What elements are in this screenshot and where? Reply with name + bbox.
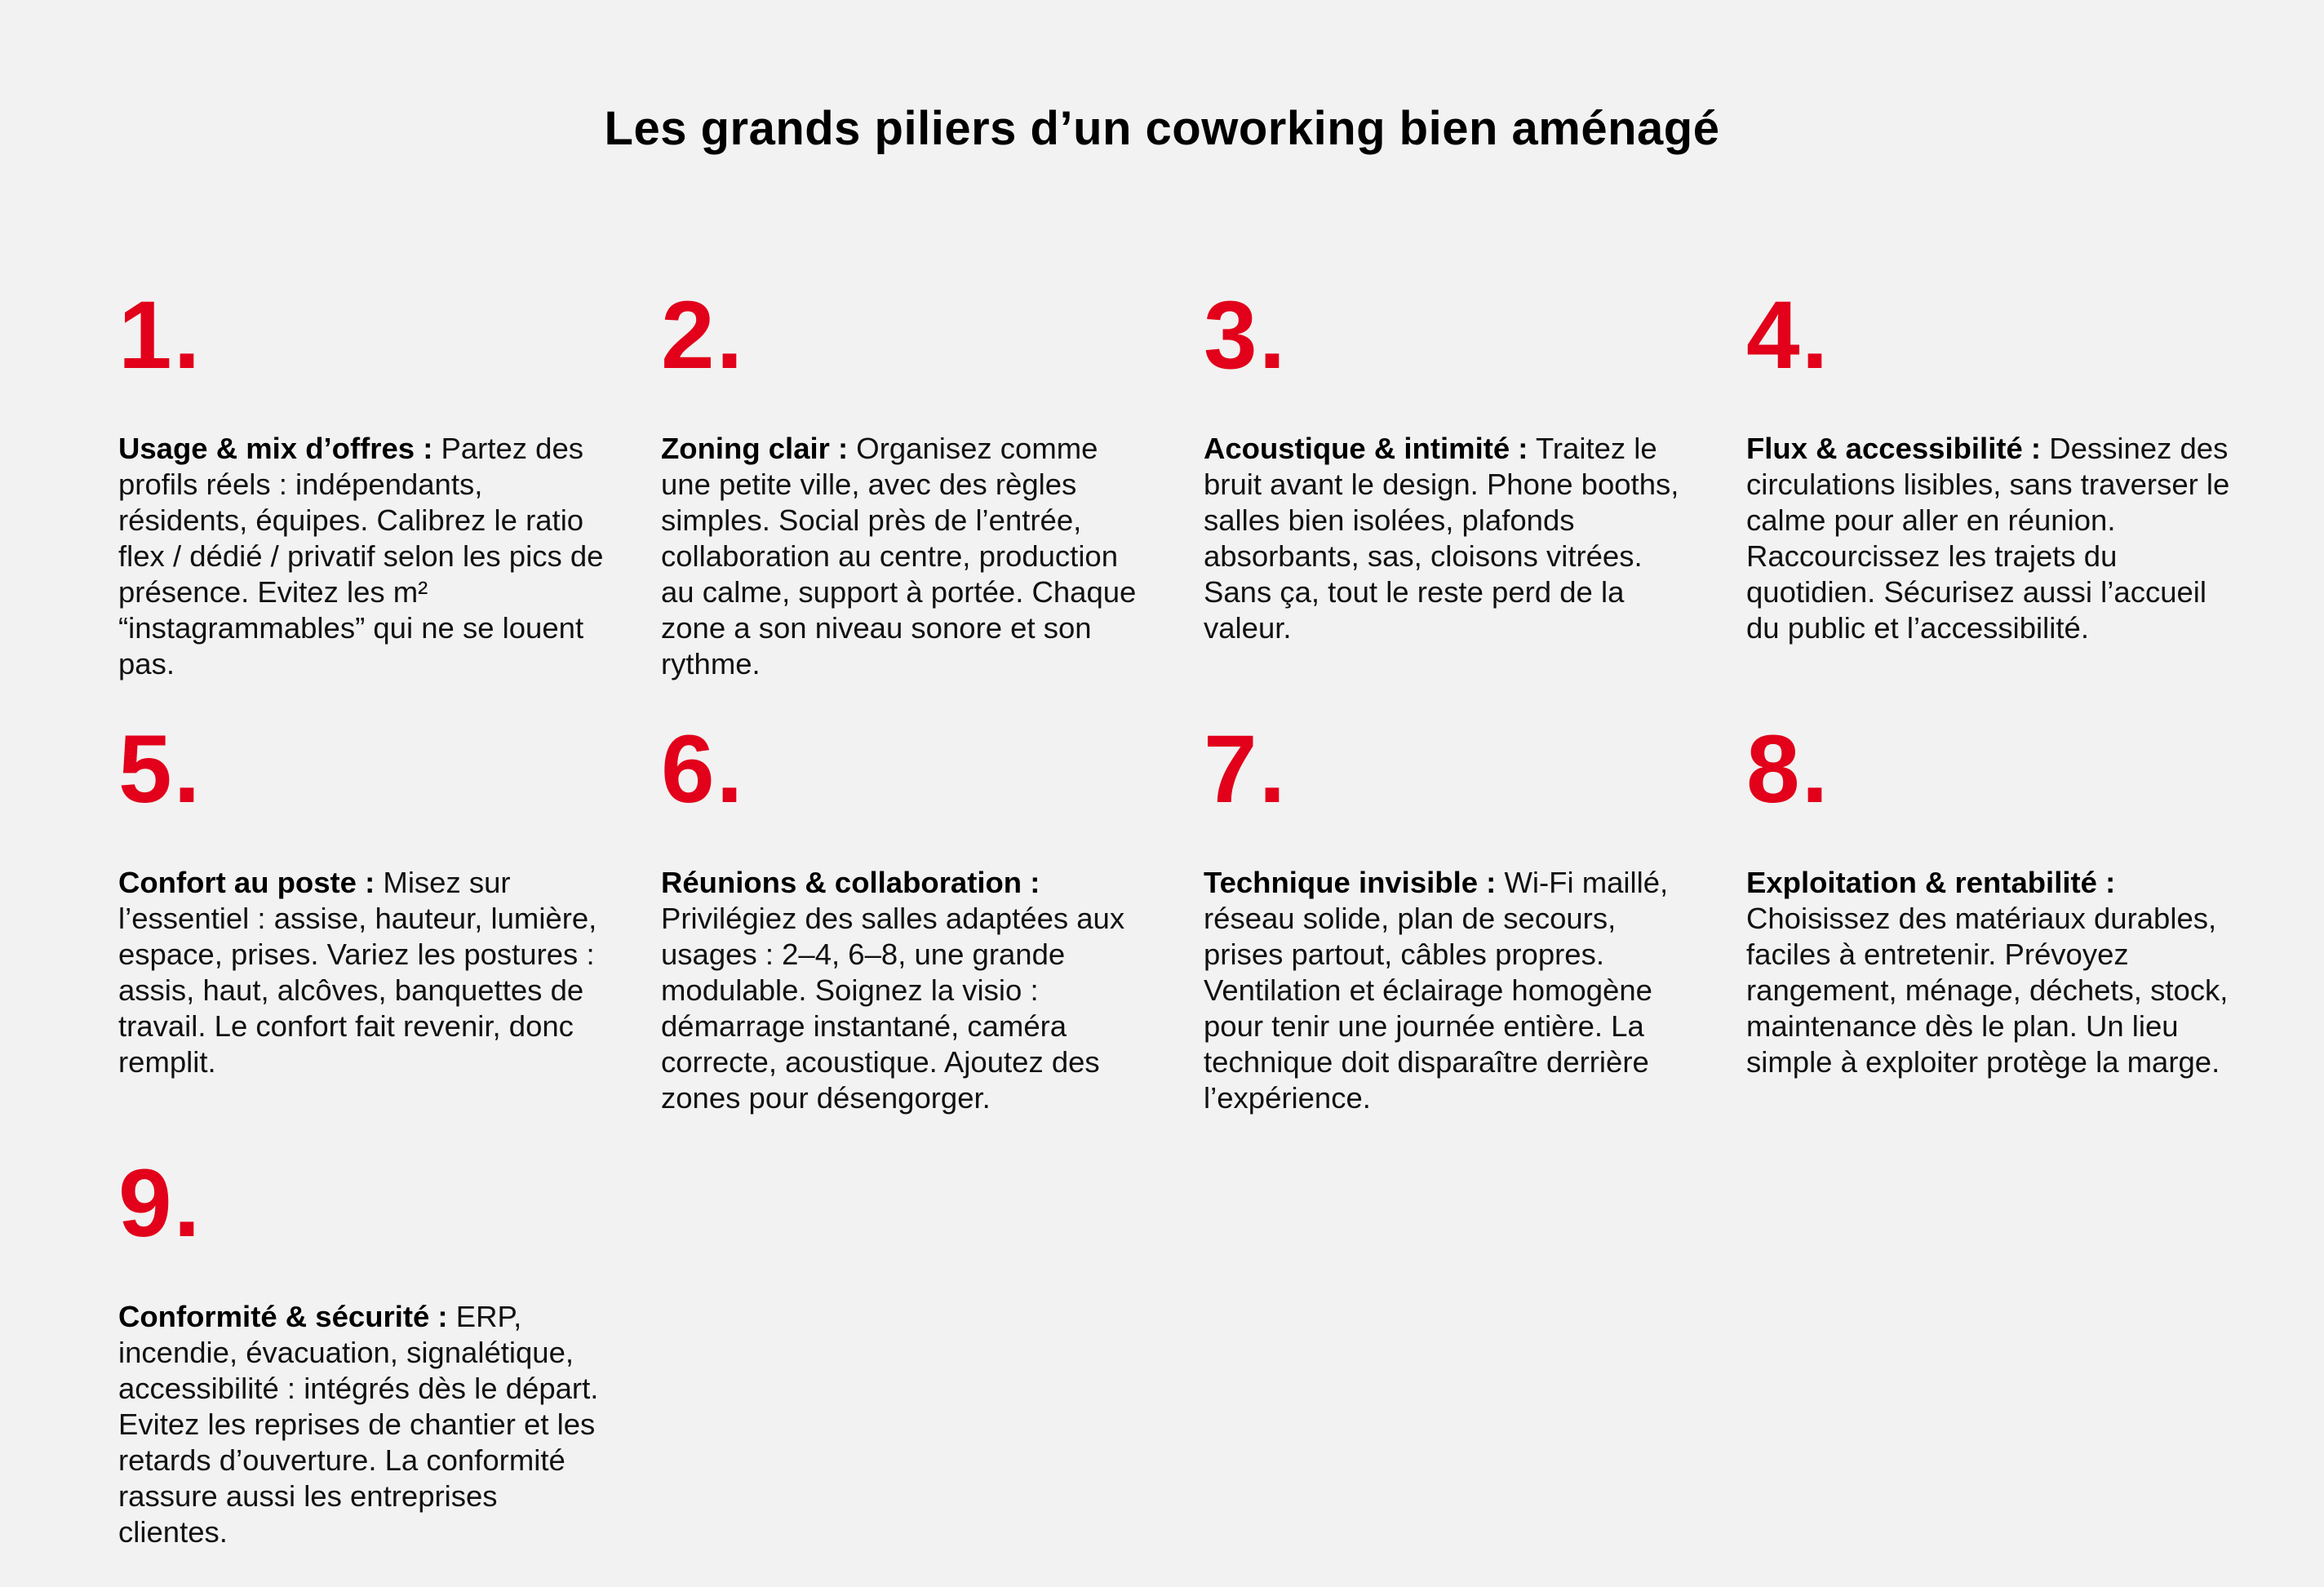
pillar-description: [118, 431, 608, 682]
pillar-heading: Zoning clair :: [661, 432, 849, 465]
pillar-heading: Confort au poste :: [118, 866, 375, 899]
pillar-body: Dessinez des circulations lisibles, sans traverser le calme pour aller en réunion. Raccourcissez les trajets du quotidien. Sécurisez aussi l’accueil du public et l’accessibilité.: [1746, 432, 2230, 645]
pillar-description: [661, 431, 1151, 682]
pillar-1: [118, 277, 608, 711]
pillar-number: 1.: [118, 281, 202, 389]
pillar-7: [1204, 711, 1693, 1146]
pillar-heading: Flux & accessibilité :: [1746, 432, 2042, 465]
pillar-body: Partez des profils réels : indépendants, résidents, équipes. Calibrez le ratio flex / dédié / privatif selon les pics de présence. Evitez les m² “instagrammables” qui ne se louent pas.: [118, 432, 604, 680]
pillar-description: [1204, 865, 1693, 1116]
pillar-heading: Conformité & sécurité :: [118, 1300, 448, 1333]
pillar-heading: Usage & mix d’offres :: [118, 432, 433, 465]
pillar-6: [661, 711, 1151, 1146]
pillar-2: [661, 277, 1151, 711]
pillar-description: [1204, 431, 1693, 646]
pillar-description: [118, 1299, 608, 1550]
pillar-heading: Exploitation & rentabilité :: [1746, 866, 2116, 899]
pillar-heading: Réunions & collaboration :: [661, 866, 1040, 899]
pillar-body: Organisez comme une petite ville, avec des règles simples. Social près de l’entrée, collaboration au centre, production au calme, support à portée. Chaque zone a son niveau sonore et son rythme.: [661, 432, 1137, 680]
pillar-9: [118, 1146, 608, 1580]
pillar-5: [118, 711, 608, 1146]
pillar-8: [1746, 711, 2236, 1146]
pillar-number: 2.: [661, 281, 745, 389]
pillar-body: Wi-Fi maillé, réseau solide, plan de secours, prises partout, câbles propres. Ventilation et éclairage homogène pour tenir une journée entière. La technique doit disparaître derrière l’expérience.: [1204, 866, 1669, 1115]
pillars-grid: [118, 277, 2236, 1580]
pillar-body: ERP, incendie, évacuation, signalétique, accessibilité : intégrés dès le départ. Evitez les reprises de chantier et les retards d’ouverture. La conformité rassure aussi les entreprises clientes.: [118, 1300, 599, 1549]
pillar-4: [1746, 277, 2236, 711]
page-title: Les grands piliers d’un coworking bien aménagé: [604, 102, 1720, 155]
pillar-description: [1746, 431, 2236, 646]
pillar-body: Traitez le bruit avant le design. Phone booths, salles bien isolées, plafonds absorbants, sas, cloisons vitrées. Sans ça, tout le reste perd de la valeur.: [1204, 432, 1679, 645]
pillar-body: Privilégiez des salles adaptées aux usages : 2–4, 6–8, une grande modulable. Soignez la visio : démarrage instantané, caméra correcte, acoustique. Ajoutez des zones pour désengorger.: [661, 902, 1125, 1115]
pillar-number: 4.: [1746, 281, 1830, 389]
pillar-number: 8.: [1746, 716, 1830, 823]
pillar-number: 9.: [118, 1150, 202, 1257]
pillar-body: Choisissez des matériaux durables, faciles à entretenir. Prévoyez rangement, ménage, déchets, stock, maintenance dès le plan. Un lieu simple à exploiter protège la marge.: [1746, 902, 2229, 1079]
pillar-body: Misez sur l’essentiel : assise, hauteur, lumière, espace, prises. Variez les postures : assis, haut, alcôves, banquettes de travail. Le confort fait revenir, donc remplit.: [118, 866, 597, 1079]
pillar-number: 6.: [661, 716, 745, 823]
pillar-heading: Acoustique & intimité :: [1204, 432, 1528, 465]
pillar-description: [661, 865, 1151, 1116]
pillar-heading: Technique invisible :: [1204, 866, 1497, 899]
pillar-3: [1204, 277, 1693, 711]
pillar-number: 7.: [1204, 716, 1288, 823]
pillar-description: [118, 865, 608, 1080]
pillar-number: 5.: [118, 716, 202, 823]
pillar-description: [1746, 865, 2236, 1080]
pillar-number: 3.: [1204, 281, 1288, 389]
